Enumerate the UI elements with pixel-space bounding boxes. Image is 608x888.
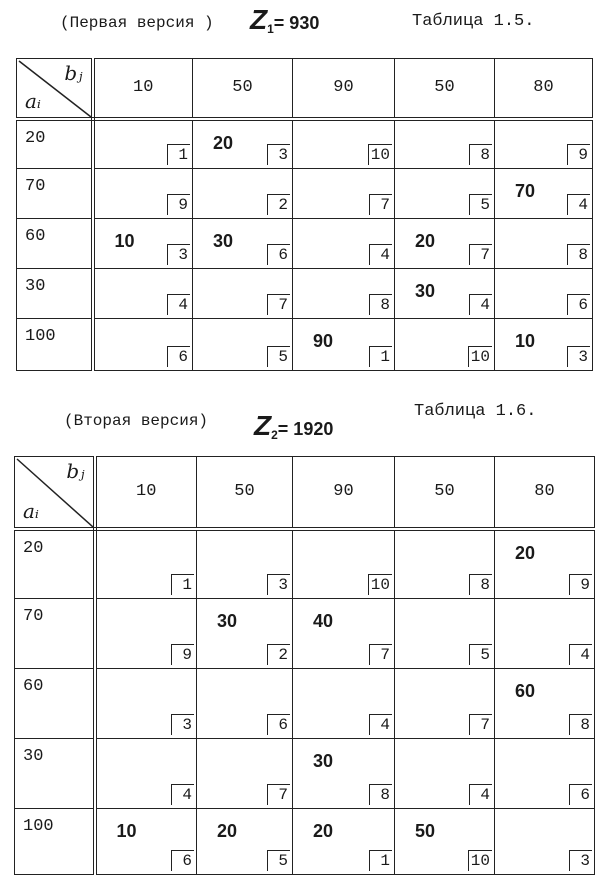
unit-cost: 1 [369,850,392,871]
table-row [17,219,593,269]
route-cell [95,669,197,739]
route-cell [93,269,193,319]
route-cell [395,669,495,739]
unit-cost: 5 [267,346,290,367]
table-row [17,269,593,319]
table-row [17,119,593,169]
unit-cost: 3 [167,244,190,265]
unit-cost: 9 [171,644,194,665]
table-row [15,529,595,599]
table1-objective [250,4,319,36]
unit-cost: 9 [167,194,190,215]
unit-cost: 7 [267,784,290,805]
demand-header: 50 [395,59,495,119]
allocation-value: 10 [114,231,135,251]
table-row [15,669,595,739]
supply-value: 30 [17,269,93,319]
route-cell [293,219,395,269]
unit-cost: 4 [167,294,190,315]
allocation-value: 20 [515,542,536,563]
unit-cost: 2 [267,644,290,665]
unit-cost: 2 [267,194,290,215]
allocation-value: 20 [313,821,334,841]
route-cell [193,269,293,319]
table-row [17,319,593,371]
unit-cost: 3 [171,714,194,735]
demand-header-label: bⱼ [66,459,85,483]
table2-objective [254,410,333,442]
route-cell [495,739,595,809]
allocation-value: 20 [415,231,436,251]
unit-cost: 8 [469,574,492,595]
demand-header: 80 [495,59,593,119]
unit-cost: 6 [267,244,290,265]
allocation-value: 30 [415,281,436,301]
route-cell [495,169,593,219]
route-cell [93,119,193,169]
objective-value: = 1920 [277,419,334,439]
route-cell [395,739,495,809]
table-row [15,739,595,809]
table2-caption: (Вторая версия) [64,412,209,430]
unit-cost: 4 [469,294,492,315]
route-cell [293,599,395,669]
route-cell [193,319,293,371]
unit-cost: 6 [567,294,590,315]
route-cell [95,529,197,599]
objective-subscript: 1 [267,22,274,37]
supply-header-label: aᵢ [23,498,39,523]
table1-number: Таблица 1.5. [412,12,535,31]
route-cell [93,219,193,269]
unit-cost: 4 [567,194,590,215]
demand-header: 90 [293,457,395,529]
table-row [15,599,595,669]
route-cell [293,739,395,809]
transport-table-1 [16,58,593,371]
route-cell [395,319,495,371]
unit-cost: 1 [171,574,194,595]
supply-value: 100 [15,809,95,875]
route-cell [95,739,197,809]
route-cell [495,599,595,669]
unit-cost: 10 [468,346,492,367]
route-cell [395,599,495,669]
table2-number: Таблица 1.6. [414,402,537,421]
route-cell [395,169,495,219]
route-cell [395,119,495,169]
supply-value: 30 [15,739,95,809]
unit-cost: 9 [567,144,590,165]
unit-cost: 4 [469,784,492,805]
objective-symbol: Z [254,410,272,441]
unit-cost: 10 [368,144,392,165]
route-cell [197,529,293,599]
unit-cost: 1 [167,144,190,165]
unit-cost: 7 [369,644,392,665]
unit-cost: 5 [469,644,492,665]
route-cell [197,599,293,669]
route-cell [197,809,293,875]
supply-value: 60 [15,669,95,739]
route-cell [495,219,593,269]
objective-symbol: Z [250,4,268,35]
route-cell [495,809,595,875]
corner-header [15,457,95,529]
allocation-value: 40 [313,611,334,631]
allocation-value: 60 [515,681,536,701]
allocation-value: 90 [313,331,334,351]
route-cell [395,219,495,269]
supply-value: 20 [17,119,93,169]
route-cell [293,169,395,219]
route-cell [293,269,395,319]
route-cell [495,119,593,169]
unit-cost: 3 [267,144,290,165]
unit-cost: 9 [569,574,592,595]
route-cell [495,529,595,599]
objective-subscript: 2 [271,428,278,443]
allocation-value: 30 [213,231,234,251]
route-cell [395,529,495,599]
unit-cost: 3 [267,574,290,595]
allocation-value: 70 [515,181,536,201]
unit-cost: 6 [167,346,190,367]
allocation-value: 30 [217,611,238,631]
unit-cost: 5 [469,194,492,215]
demand-header: 10 [93,59,193,119]
allocation-value: 50 [415,821,436,841]
allocation-value: 30 [313,751,334,771]
allocation-value: 10 [116,821,137,841]
supply-value: 60 [17,219,93,269]
route-cell [197,739,293,809]
allocation-value: 10 [515,331,536,351]
route-cell [193,169,293,219]
unit-cost: 4 [569,644,592,665]
demand-header-label: bⱼ [64,61,83,85]
unit-cost: 8 [369,294,392,315]
route-cell [395,809,495,875]
unit-cost: 4 [369,714,392,735]
demand-header: 50 [197,457,293,529]
corner-header [17,59,93,119]
route-cell [93,319,193,371]
demand-header: 50 [395,457,495,529]
unit-cost: 7 [267,294,290,315]
unit-cost: 10 [468,850,492,871]
route-cell [293,119,395,169]
demand-header: 10 [95,457,197,529]
unit-cost: 8 [369,784,392,805]
route-cell [193,119,293,169]
unit-cost: 8 [569,714,592,735]
route-cell [495,269,593,319]
route-cell [293,809,395,875]
transport-table-2 [14,456,595,875]
unit-cost: 4 [171,784,194,805]
table-row [17,169,593,219]
unit-cost: 4 [369,244,392,265]
unit-cost: 7 [469,714,492,735]
route-cell [95,599,197,669]
demand-header: 80 [495,457,595,529]
demand-header: 50 [193,59,293,119]
route-cell [197,669,293,739]
supply-value: 70 [17,169,93,219]
unit-cost: 7 [369,194,392,215]
unit-cost: 7 [469,244,492,265]
unit-cost: 1 [369,346,392,367]
table1-caption: (Первая версия ) [60,14,214,32]
supply-value: 100 [17,319,93,371]
unit-cost: 3 [567,346,590,367]
unit-cost: 6 [267,714,290,735]
route-cell [193,219,293,269]
unit-cost: 5 [267,850,290,871]
route-cell [93,169,193,219]
route-cell [293,669,395,739]
route-cell [495,669,595,739]
unit-cost: 10 [368,574,392,595]
allocation-value: 20 [217,821,238,841]
unit-cost: 8 [469,144,492,165]
unit-cost: 6 [569,784,592,805]
route-cell [95,809,197,875]
supply-value: 70 [15,599,95,669]
objective-value: = 930 [273,13,320,33]
allocation-value: 20 [213,132,234,153]
route-cell [495,319,593,371]
unit-cost: 8 [567,244,590,265]
unit-cost: 6 [171,850,194,871]
demand-header: 90 [293,59,395,119]
route-cell [293,529,395,599]
table-row [15,809,595,875]
unit-cost: 3 [569,850,592,871]
supply-value: 20 [15,529,95,599]
route-cell [395,269,495,319]
route-cell [293,319,395,371]
supply-header-label: aᵢ [25,88,41,113]
